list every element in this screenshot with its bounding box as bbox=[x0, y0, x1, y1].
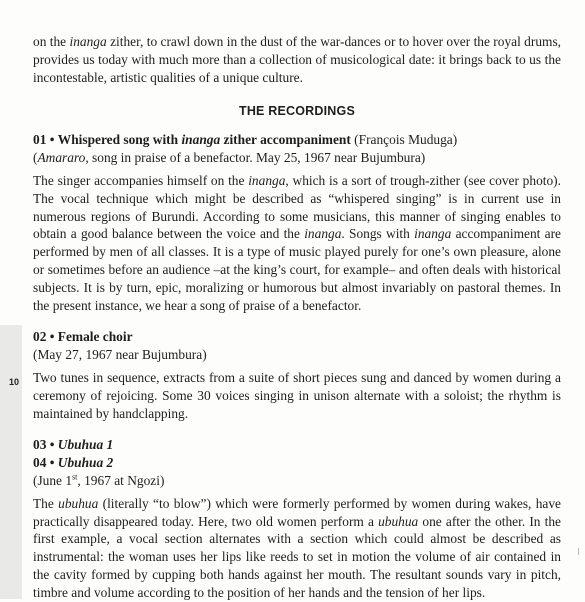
intro-text-end: zither, to crawl down in the dust of the war-dances or to hover over the royal drums, provides us today with much more than a collection of musicological date: it brings back to us the incontestable, artistic qualities of a unique culture. bbox=[33, 34, 562, 85]
track-04-number: 04 • bbox=[33, 455, 55, 471]
track-02-meta: (May 27, 1967 near Bujumbura) bbox=[33, 347, 207, 363]
margin-tab bbox=[0, 325, 22, 599]
section-heading: THE RECORDINGS bbox=[238, 104, 355, 119]
track-02-header bbox=[33, 328, 561, 346]
page-edge-mark bbox=[578, 548, 579, 555]
intro-paragraph bbox=[33, 33, 561, 86]
track-04-meta: (June 1st, 1967 at Ngozi) bbox=[33, 472, 165, 488]
track-04-title: Ubuhua 2 bbox=[57, 455, 114, 471]
track-01-number: 01 • bbox=[33, 132, 55, 148]
intro-text: on the bbox=[33, 34, 70, 49]
track-04-header bbox=[33, 454, 561, 472]
page-content bbox=[33, 33, 561, 602]
intro-term: inanga bbox=[69, 34, 107, 49]
track-03-header bbox=[33, 436, 561, 454]
track-01-title: Whispered song with inanga zither accompaniment bbox=[57, 132, 351, 148]
track-02-title: Female choir bbox=[57, 329, 133, 345]
track-01-header bbox=[33, 131, 561, 149]
track-02-description: Two tunes in sequence, extracts from a suite of short pieces sung and danced by women during a ceremony of rejoicing. Some 30 voices singing in unison alternate with a soloist; the rhythm is maintained by handclapping. bbox=[33, 369, 561, 421]
track-04-description: The ubuhua (literally “to blow”) which were formerly performed by women during wakes, have practically disappeared today. Here, two old women perform a ubuhua one after the other. In the first example, a vocal section alternates with a section which could almost be described as instrumental: the woman uses her lips like reeds to set in motion the volume of air contained in the cavity formed by cupping both hands against her mouth. The resultant sounds vary in pitch, timbre and volume according to the position of her hands and the tension of her lips. bbox=[33, 495, 561, 600]
track-03-title: Ubuhua 1 bbox=[57, 437, 114, 453]
track-02-number: 02 • bbox=[33, 329, 55, 345]
track-01-meta: (Amararo, song in praise of a benefactor. May 25, 1967 near Bujumbura) bbox=[33, 150, 426, 166]
page-number: 10 bbox=[9, 377, 20, 387]
track-01-description: The singer accompanies himself on the inanga, which is a sort of trough-zither (see cover photo). The vocal technique which might be described as “whispered singing” is in current use in numerous regions of Burundi. According to some musicians, this manner of singing enables to obtain a good balance between the voice and the inanga. Songs with inanga accompaniment are performed by men of all classes. It is a type of music played purely for one’s own pleasure, alone or sometimes before an audience –at the king’s court, for example– and often deals with historical subjects. It is by turn, epic, moralizing or humorous but almost invariably on pastoral themes. In the present instance, we hear a song of praise of a benefactor. bbox=[33, 172, 561, 313]
track-03-number: 03 • bbox=[33, 437, 55, 453]
track-01-performer: (François Muduga) bbox=[350, 132, 458, 148]
